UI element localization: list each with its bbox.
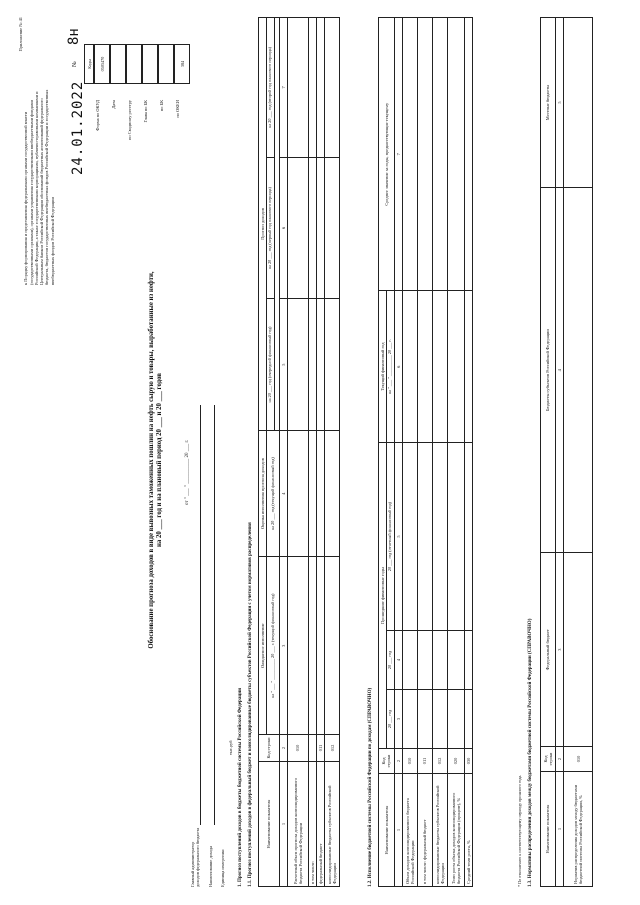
cell[interactable] <box>464 631 472 690</box>
cell[interactable] <box>447 631 464 690</box>
header-line: бюджета, бюджетов государственных внебюджетных фондов Российской Федерации и государственных <box>44 89 50 285</box>
section-1-2-title: 1.2. Исполнение бюджетной системы Российской Федерации по доходам (СПРАВОЧНО) <box>368 687 373 887</box>
cell[interactable] <box>402 443 417 631</box>
cell[interactable] <box>308 18 316 158</box>
th-name: Наименование показателя <box>379 774 395 887</box>
title-line-2: на 20 ___ год и на плановый период 20 ___ и 20 ___ годов <box>155 373 163 547</box>
colnum: 1 <box>556 772 564 887</box>
colnum: 6 <box>279 157 287 298</box>
codes-header: Коды <box>84 44 94 84</box>
th-fy: на 20 ___ год (очередной финансовый год) <box>267 299 275 431</box>
th-py1: на 20 ___ год (первый год планового периода) <box>267 157 275 298</box>
cell[interactable] <box>417 631 432 690</box>
row-code: 012 <box>432 749 447 774</box>
row-code: 010 <box>564 747 593 772</box>
header-line: к Порядку формирования и представления федеральными органами государственной власти <box>23 111 29 285</box>
section-1-title: 1. Прогноз поступлений доходов в бюджеты бюджетной системы Российской Федерации <box>238 688 243 887</box>
cell[interactable] <box>402 631 417 690</box>
cell[interactable] <box>287 18 308 158</box>
cell[interactable] <box>432 291 447 443</box>
row-code: 010 <box>402 749 417 774</box>
header-line: Российской Федерации, а также государственными корпорациями, публично-правовыми компаниями и <box>33 91 39 285</box>
income-line <box>214 405 215 825</box>
th-estimate-year: на 20 ___ год (текущий финансовый год) <box>267 430 280 557</box>
table-execution <box>378 17 473 887</box>
th-code: Код строки <box>541 747 556 772</box>
cell[interactable] <box>325 157 340 298</box>
th-past: Прошедшие финансовые годы <box>379 443 387 749</box>
th-y1: 20 ___ год <box>387 690 395 749</box>
colnum: 4 <box>394 631 402 690</box>
row-name: Темп роста объема доходов консолидированного бюджета Российской Федерации (процент), % <box>447 774 464 887</box>
section-1-3-title: 1.3. Нормативы распределения доходов между бюджетами бюджетной системы Российской Федерации (СПРАВОЧНО) <box>528 618 533 887</box>
th-regional: Бюджеты субъектов Российской Федерации <box>541 188 556 553</box>
code-date <box>110 44 126 84</box>
th-federal: Федеральный бюджет <box>541 553 556 747</box>
table-forecast <box>258 17 340 887</box>
cell[interactable] <box>317 430 325 557</box>
row-name: в том числе: <box>308 762 316 887</box>
cell[interactable] <box>325 430 340 557</box>
legal-header <box>18 17 55 285</box>
th-current: Текущий финансовый год <box>379 291 387 443</box>
th-name: Наименование показателя <box>259 762 280 887</box>
cell[interactable] <box>287 557 308 735</box>
colnum: 1 <box>279 762 287 887</box>
colnum: 2 <box>556 747 564 772</box>
title-line-1: Обоснование прогноза доходов в виде вывозных таможенных пошлин на нефть сырую и товары, выработанные из нефти, <box>148 271 155 649</box>
cell[interactable] <box>325 18 340 158</box>
row-code: 030 <box>464 749 472 774</box>
cell[interactable] <box>464 291 472 443</box>
header-line: (государственными органами), органами управления государственными внебюджетными фондами <box>28 100 34 285</box>
cell[interactable] <box>287 157 308 298</box>
cell[interactable] <box>447 690 464 749</box>
code-label: Глава по БК <box>143 100 148 123</box>
handwritten-number: 8н <box>66 28 82 45</box>
th-code: Код строки <box>259 735 280 762</box>
footnote: * По отношению к соответствующему периоду прошлого года. <box>517 774 522 887</box>
cell[interactable] <box>564 18 593 188</box>
th-expected-year: на " ___ " __________ 20 ___ г. (текущий финансовый год) <box>267 557 280 735</box>
row-name: Средний темп роста, % <box>464 774 472 887</box>
cell[interactable] <box>447 18 464 291</box>
row-code <box>308 735 316 762</box>
admin-label: Главный администратор доходов федерального бюджета <box>190 827 201 887</box>
colnum: 3 <box>394 690 402 749</box>
cell[interactable] <box>287 430 308 557</box>
cell[interactable] <box>432 18 447 291</box>
cell[interactable] <box>402 291 417 443</box>
cell[interactable] <box>464 690 472 749</box>
cell[interactable] <box>464 18 472 291</box>
colnum: 7 <box>279 18 287 158</box>
header-line: Центральным банком Российской Федерации обоснований бюджетных ассигнований федерального <box>39 98 45 285</box>
admin-line <box>200 405 201 825</box>
row-name: Объем доходов консолидированного бюджета Российской Федерации <box>402 774 417 887</box>
cell[interactable] <box>417 291 432 443</box>
colnum: 3 <box>279 557 287 735</box>
th-y2: 20 ___ год <box>387 631 395 690</box>
cell[interactable] <box>325 557 340 735</box>
th-name: Наименование показателя <box>541 772 556 887</box>
approval-number-sign: № <box>72 61 78 67</box>
code-okei: 384 <box>174 44 190 84</box>
cell[interactable] <box>308 430 316 557</box>
colnum: 1 <box>394 774 402 887</box>
cell[interactable] <box>564 188 593 553</box>
header-line: внебюджетных фондов Российской Федерации <box>49 197 55 285</box>
section-1-1-title: 1.1. Прогноз поступлений доходов в федеральный бюджет и консолидированные бюджеты субъектов Российской Федерации с учетом нормативов распределения <box>248 522 253 887</box>
row-name: в том числе: федеральный бюджет <box>417 774 432 887</box>
colnum: 2 <box>279 735 287 762</box>
th-expected: Ожидаемое исполнение <box>259 557 267 735</box>
cell[interactable] <box>402 18 417 291</box>
colnum: 4 <box>279 430 287 557</box>
document-title <box>148 245 164 675</box>
unit-value: тыс.руб <box>228 740 233 755</box>
colnum: 7 <box>394 18 402 291</box>
income-name-label: Наименование дохода <box>208 845 213 887</box>
cell[interactable] <box>308 299 316 431</box>
th-current-on: на " ___ " __________ 20 ___ г. <box>387 291 395 443</box>
th-avg: Среднее значение за годы, предшествующие текущему <box>379 18 395 291</box>
unit-label: Единица измерения: <box>220 848 225 887</box>
cell[interactable] <box>287 299 308 431</box>
row-name: консолидированные бюджеты субъектов Российской Федерации <box>432 774 447 887</box>
th-estimate: Оценка исполнения прогноза доходов <box>259 430 267 557</box>
colnum: 5 <box>556 18 564 188</box>
row-code: 011 <box>317 735 325 762</box>
cell[interactable] <box>308 157 316 298</box>
code-bk <box>158 44 174 84</box>
cell[interactable] <box>564 553 593 747</box>
cell[interactable] <box>432 443 447 631</box>
handwritten-date: 24.01.2022 <box>70 80 86 175</box>
colnum: 5 <box>394 443 402 631</box>
cell[interactable] <box>432 631 447 690</box>
row-code: 020 <box>447 749 464 774</box>
code-label: по БК <box>159 100 164 112</box>
cell[interactable] <box>447 443 464 631</box>
colnum: 3 <box>556 553 564 747</box>
cell[interactable] <box>317 557 325 735</box>
row-name: федеральный бюджет <box>317 762 325 887</box>
th-y3: 20 ___ год (отчетный финансовый год) <box>387 443 395 631</box>
colnum: 5 <box>279 299 287 431</box>
cell[interactable] <box>317 157 325 298</box>
th-code: Код строки <box>379 749 395 774</box>
code-chapter <box>142 44 158 84</box>
code-label: Форма по ОКУД <box>95 100 100 131</box>
cell[interactable] <box>317 299 325 431</box>
cell[interactable] <box>325 299 340 431</box>
colnum: 2 <box>394 749 402 774</box>
row-code: 010 <box>287 735 308 762</box>
cell[interactable] <box>417 690 432 749</box>
colnum: 4 <box>556 188 564 553</box>
code-okud: 0505470 <box>94 44 110 84</box>
cell[interactable] <box>447 291 464 443</box>
code-registry <box>126 44 142 84</box>
table-norms <box>540 17 593 887</box>
row-name: Норматив распределения доходов между бюджетами бюджетной системы Российской Федерации, % <box>564 772 593 887</box>
code-label: по Сводному реестру <box>127 100 132 140</box>
row-name: консолидированные бюджеты субъектов Российской Федерации <box>325 762 340 887</box>
cell[interactable] <box>308 557 316 735</box>
colnum: 6 <box>394 291 402 443</box>
cell[interactable] <box>417 443 432 631</box>
cell[interactable] <box>417 18 432 291</box>
cell[interactable] <box>317 18 325 158</box>
cell[interactable] <box>402 690 417 749</box>
row-code: 012 <box>325 735 340 762</box>
row-code: 011 <box>417 749 432 774</box>
row-name: Расчетный объем прогноза доходов консолидированного бюджета Российской Федерации <box>287 762 308 887</box>
th-forecast: Прогноз доходов <box>259 18 267 431</box>
cell[interactable] <box>464 443 472 631</box>
th-local: Местные бюджеты <box>541 18 556 188</box>
appendix-label: Приложение № 41 <box>18 17 23 52</box>
title-date: от " ___ " __________ 20 ___ г. <box>185 439 190 505</box>
cell[interactable] <box>432 690 447 749</box>
code-label: по ОКЕИ <box>175 100 180 118</box>
code-label: Дата <box>111 100 116 109</box>
th-py2: на 20 ___ год (второй год планового периода) <box>267 18 275 158</box>
